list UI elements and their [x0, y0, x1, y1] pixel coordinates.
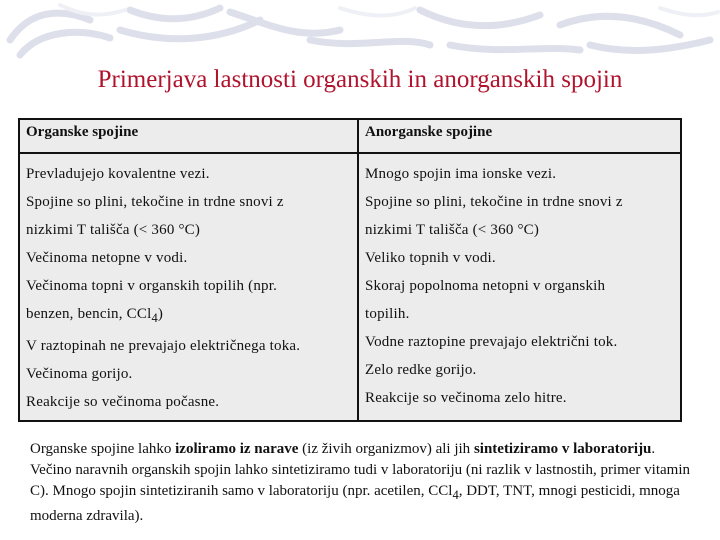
note-text-4: , DDT, TNT, mnogi pesticidi, mnoga moderna zdravila).	[30, 483, 680, 524]
organic-line-5: Večinoma topni v organskih topilih (npr.	[26, 278, 278, 294]
organic-line-8: Večinoma gorijo.	[26, 366, 133, 382]
explanatory-note	[30, 439, 690, 527]
note-text-1: Organske spojine lahko	[30, 441, 176, 457]
inorganic-line-3: nizkimi T tališča (< 360 °C)	[365, 222, 540, 238]
inorganic-line-2: Spojine so plini, tekočine in trdne snovi z	[365, 194, 623, 210]
inorganic-properties-cell	[358, 153, 681, 421]
header-organic: Organske spojine	[19, 119, 358, 153]
inorganic-line-4: Veliko topnih v vodi.	[365, 250, 496, 266]
ccl4-subscript: 4	[151, 311, 158, 325]
organic-line-6-tail: )	[157, 306, 164, 322]
table-header-row	[19, 119, 681, 153]
organic-line-2: Spojine so plini, tekočine in trdne snovi z	[26, 194, 284, 210]
inorganic-line-8: Zelo redke gorijo.	[365, 362, 477, 378]
inorganic-line-1: Mnogo spojin ima ionske vezi.	[365, 166, 557, 182]
note-text-3: . Večino naravnih organskih spojin lahko sintetiziramo tudi v laboratoriju (ni razlik v lastnostih, primer vitamin C). Mnogo spojin sintetiziranih samo v laboratoriju (npr. acetilen, CCl	[30, 441, 691, 499]
header-swoosh-decoration	[0, 0, 720, 60]
note-bold-isolate: izoliramo iz narave	[175, 441, 299, 457]
note-bold-synthesize: sintetiziramo v laboratoriju	[473, 441, 652, 457]
organic-line-3: nizkimi T tališča (< 360 °C)	[26, 222, 201, 238]
inorganic-line-6: topilih.	[365, 306, 410, 322]
inorganic-line-7: Vodne raztopine prevajajo električni tok.	[365, 334, 618, 350]
organic-line-4: Večinoma netopne v vodi.	[26, 250, 188, 266]
organic-line-6	[26, 300, 351, 332]
slide-title: Primerjava lastnosti organskih in anorganskih spojin	[97, 66, 623, 93]
comparison-table	[18, 118, 682, 422]
organic-line-7: V raztopinah ne prevajajo električnega toka.	[26, 338, 301, 354]
header-inorganic: Anorganske spojine	[358, 119, 681, 153]
inorganic-line-9: Reakcije so večinoma zelo hitre.	[365, 390, 567, 406]
organic-line-6-text: benzen, bencin, CCl	[26, 306, 152, 322]
organic-properties-cell	[19, 153, 358, 421]
organic-line-1: Prevladujejo kovalentne vezi.	[26, 166, 210, 182]
note-text-2: (iz živih organizmov) ali jih	[298, 441, 474, 457]
organic-line-9: Reakcije so večinoma počasne.	[26, 394, 220, 410]
table-body-row	[19, 153, 681, 421]
note-ccl4-subscript: 4	[452, 488, 459, 502]
inorganic-line-5: Skoraj popolnoma netopni v organskih	[365, 278, 606, 294]
